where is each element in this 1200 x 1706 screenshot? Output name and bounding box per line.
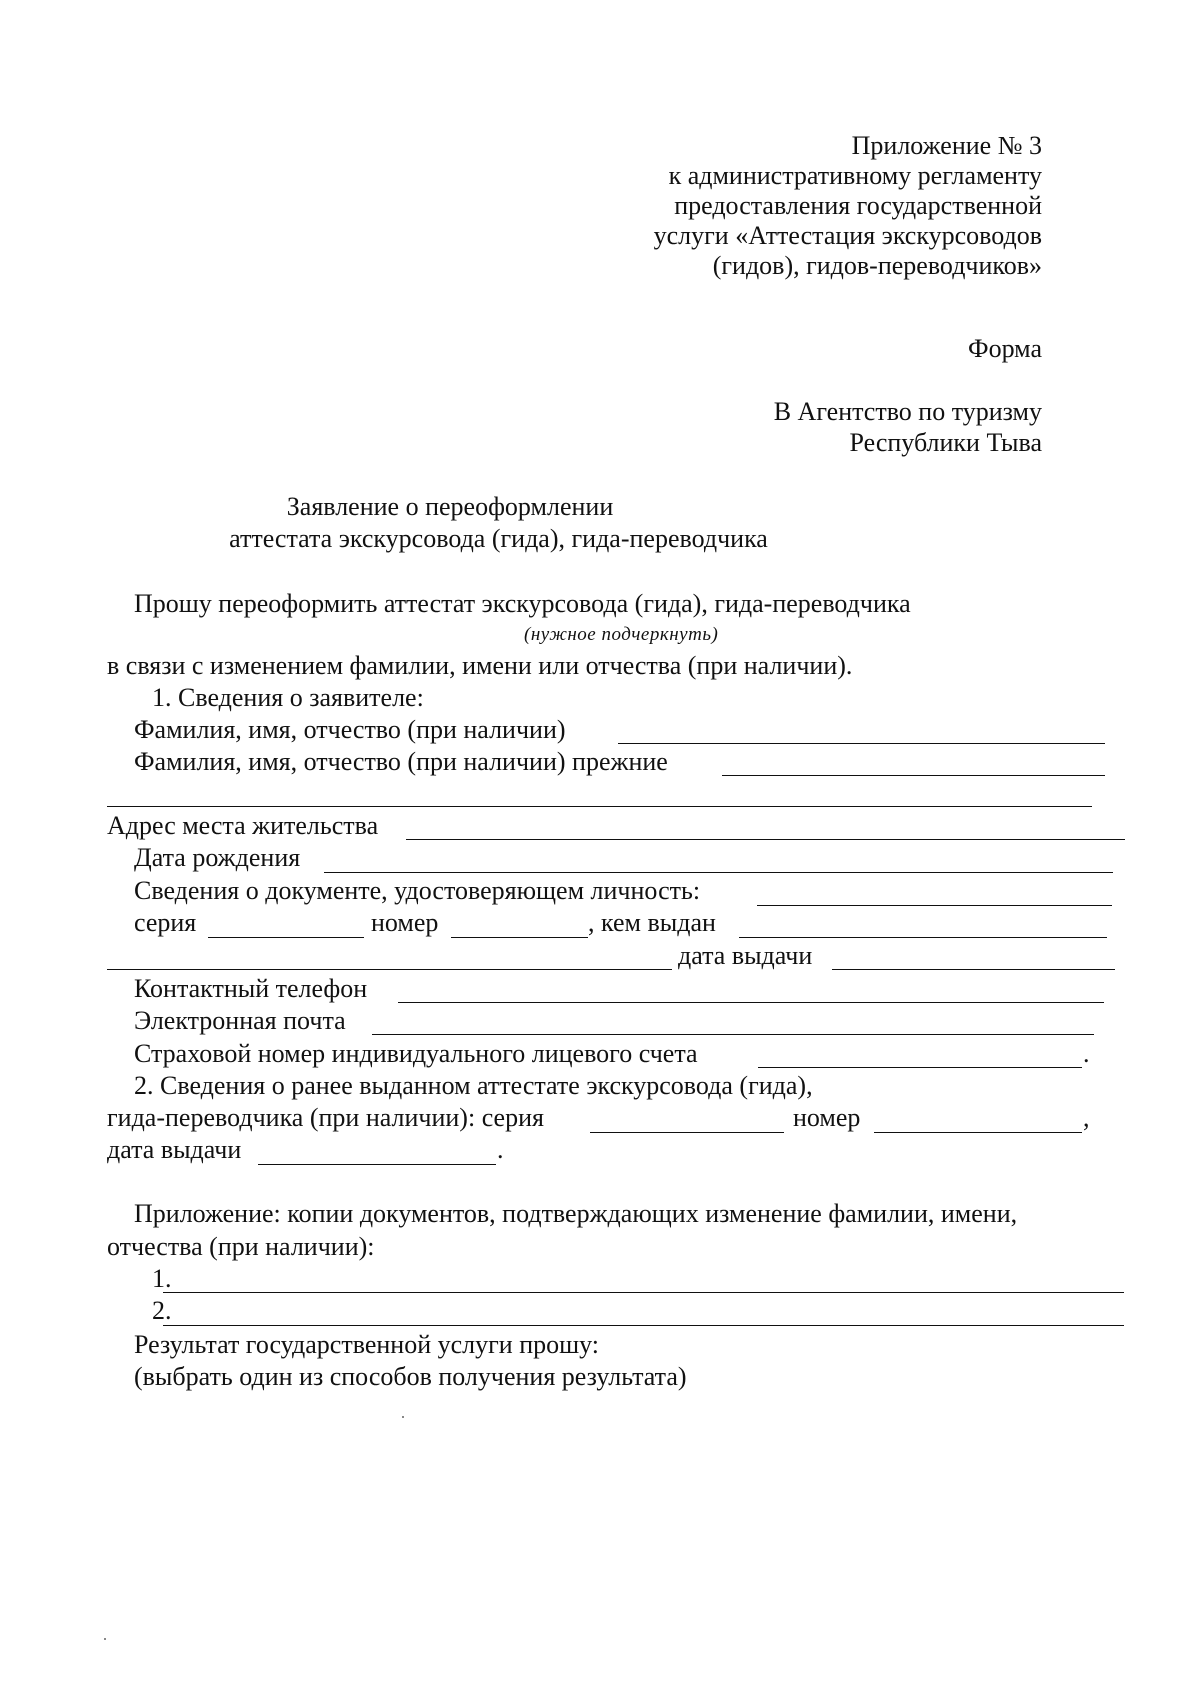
attachment-item-1-field-line[interactable] [163, 1292, 1124, 1293]
appendix-line-5: (гидов), гидов-переводчиков» [712, 251, 1042, 280]
snils-label: Страховой номер индивидуального лицевого счета [134, 1039, 698, 1068]
result-label: Результат государственной услуги прошу: [134, 1330, 600, 1359]
number-label: номер [371, 908, 439, 937]
number-field-line[interactable] [451, 937, 588, 938]
section-2-series-label: гида-переводчика (при наличии): серия [107, 1103, 544, 1132]
reason-text: в связи с изменением фамилии, имени или отчества (при наличии). [107, 651, 853, 680]
attachments-label-continued: отчества (при наличии): [107, 1232, 375, 1261]
phone-label: Контактный телефон [134, 974, 368, 1003]
phone-field-line[interactable] [398, 1002, 1104, 1003]
series-label: серия [134, 908, 197, 937]
issue-date-field-line[interactable] [832, 969, 1115, 970]
id-document-field-line[interactable] [757, 905, 1112, 906]
request-text: Прошу переоформить аттестат экскурсовода (гида), гида-переводчика [134, 589, 911, 618]
underline-note: (нужное подчеркнуть) [524, 624, 719, 645]
fio-field-line[interactable] [618, 743, 1105, 744]
attachment-item-1-number: 1. [152, 1264, 172, 1293]
certificate-comma: , [1083, 1103, 1090, 1132]
scan-speck [104, 1638, 106, 1640]
certificate-series-field-line[interactable] [590, 1132, 784, 1133]
certificate-date-period: . [497, 1135, 504, 1164]
fio-label: Фамилия, имя, отчество (при наличии) [134, 715, 566, 744]
attachment-item-2-field-line[interactable] [163, 1325, 1124, 1326]
attachments-label: Приложение: копии документов, подтверждающих изменение фамилии, имени, [134, 1199, 1018, 1228]
issued-by-continuation-line[interactable] [107, 969, 672, 970]
address-field-line[interactable] [406, 839, 1125, 840]
email-label: Электронная почта [134, 1006, 346, 1035]
form-label: Форма [968, 334, 1042, 363]
attachment-item-2-number: 2. [152, 1296, 172, 1325]
id-document-label: Сведения о документе, удостоверяющем личность: [134, 876, 701, 905]
scan-speck [402, 1416, 404, 1418]
section-2-title: 2. Сведения о ранее выданном аттестате экскурсовода (гида), [134, 1071, 813, 1100]
appendix-line-2: к административному регламенту [668, 161, 1042, 190]
address-label: Адрес места жительства [107, 811, 379, 840]
fio-previous-field-line[interactable] [722, 775, 1105, 776]
addressee-line-2: Республики Тыва [849, 428, 1042, 457]
certificate-date-field-line[interactable] [258, 1164, 496, 1165]
issued-by-label: , кем выдан [588, 908, 716, 937]
section-1-title: 1. Сведения о заявителе: [152, 683, 424, 712]
certificate-number-field-line[interactable] [874, 1132, 1082, 1133]
document-title-line-2: аттестата экскурсовода (гида), гида-переводчика [229, 524, 768, 553]
certificate-date-label: дата выдачи [107, 1135, 242, 1164]
email-field-line[interactable] [372, 1034, 1094, 1035]
snils-period: . [1083, 1039, 1090, 1068]
fio-previous-continuation-line[interactable] [107, 806, 1092, 807]
addressee-line-1: В Агентство по туризму [773, 397, 1042, 426]
appendix-line-4: услуги «Аттестация экскурсоводов [653, 221, 1042, 250]
snils-field-line[interactable] [758, 1067, 1082, 1068]
certificate-number-label: номер [793, 1103, 861, 1132]
birth-date-label: Дата рождения [134, 843, 301, 872]
appendix-number: Приложение № 3 [851, 131, 1042, 160]
series-field-line[interactable] [208, 937, 364, 938]
issued-by-field-line[interactable] [739, 937, 1107, 938]
fio-previous-label: Фамилия, имя, отчество (при наличии) прежние [134, 747, 668, 776]
result-choice-hint: (выбрать один из способов получения результата) [134, 1362, 687, 1391]
document-title-line-1: Заявление о переоформлении [286, 492, 614, 521]
appendix-line-3: предоставления государственной [674, 191, 1042, 220]
birth-date-field-line[interactable] [324, 872, 1113, 873]
issue-date-label: дата выдачи [678, 941, 813, 970]
